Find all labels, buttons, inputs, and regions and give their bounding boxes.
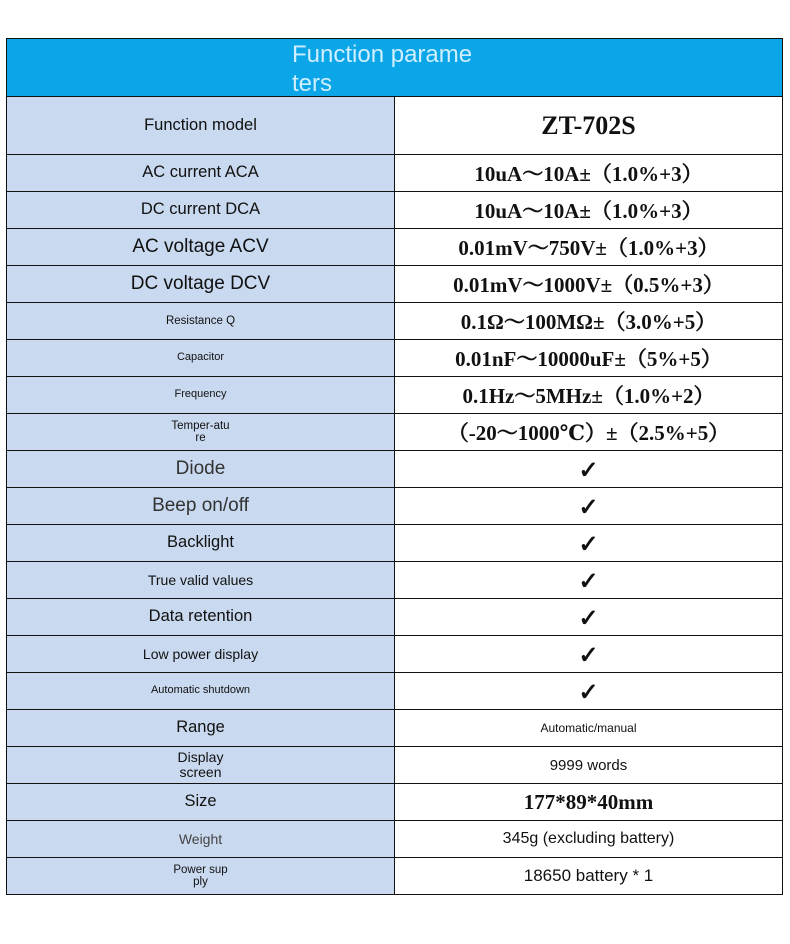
row-value: 177*89*40mm (395, 784, 783, 821)
table-row-low-power (7, 636, 783, 673)
row-value: 0.1Ω～100MΩ±（3.0%+5） (395, 303, 783, 340)
table-row-auto-shutdown (7, 673, 783, 710)
row-label: Data retention (7, 599, 395, 636)
table-row-data-retention (7, 599, 783, 636)
row-value: ZT-702S (395, 97, 783, 155)
row-value: Automatic/manual (395, 710, 783, 747)
check-icon: ✓ (395, 599, 783, 636)
row-label: Function model (7, 97, 395, 155)
row-label: AC voltage ACV (7, 229, 395, 266)
table-header (7, 39, 783, 97)
table-row-true-valid (7, 562, 783, 599)
row-value: 9999 words (395, 747, 783, 784)
row-label: Range (7, 710, 395, 747)
row-value: 0.1Hz～5MHz±（1.0%+2） (395, 377, 783, 414)
row-value: 18650 battery * 1 (395, 858, 783, 895)
row-label: DC current DCA (7, 192, 395, 229)
row-value: 0.01mV～750V±（1.0%+3） (395, 229, 783, 266)
check-icon: ✓ (395, 673, 783, 710)
row-label (7, 747, 395, 784)
row-value: 10uA～10A±（1.0%+3） (395, 192, 783, 229)
row-value: 0.01mV～1000V±（0.5%+3） (395, 266, 783, 303)
table-row-backlight (7, 525, 783, 562)
table-row-range (7, 710, 783, 747)
row-value: 0.01nF～10000uF±（5%+5） (395, 340, 783, 377)
row-label: True valid values (7, 562, 395, 599)
row-label (7, 858, 395, 895)
check-icon: ✓ (395, 525, 783, 562)
check-icon: ✓ (395, 488, 783, 525)
table-row-dc-current (7, 192, 783, 229)
row-label: Resistance Q (7, 303, 395, 340)
table-row-ac-voltage (7, 229, 783, 266)
row-value: （-20～1000℃）±（2.5%+5） (395, 414, 783, 451)
table-row-size (7, 784, 783, 821)
table-row-dc-voltage (7, 266, 783, 303)
table-row-diode (7, 451, 783, 488)
check-icon: ✓ (395, 636, 783, 673)
row-label: Weight (7, 821, 395, 858)
table-row-ac-current (7, 155, 783, 192)
row-label-text: Power supply (173, 863, 228, 888)
row-value: 10uA～10A±（1.0%+3） (395, 155, 783, 192)
table-row-beep (7, 488, 783, 525)
row-label: DC voltage DCV (7, 266, 395, 303)
spec-table (6, 38, 783, 895)
row-label: Backlight (7, 525, 395, 562)
row-label: Beep on/off (7, 488, 395, 525)
table-row-display (7, 747, 783, 784)
row-label-text: Temper-ature (171, 419, 230, 444)
row-label-text: Display screen (177, 749, 224, 780)
row-value: 345g (excluding battery) (395, 821, 783, 858)
table-row-frequency (7, 377, 783, 414)
table-row-power (7, 858, 783, 895)
check-icon: ✓ (395, 451, 783, 488)
row-label: Capacitor (7, 340, 395, 377)
check-icon: ✓ (395, 562, 783, 599)
row-label: Diode (7, 451, 395, 488)
table-row-function-model (7, 97, 783, 155)
table-row-weight (7, 821, 783, 858)
table-row-resistance (7, 303, 783, 340)
row-label: Automatic shutdown (7, 673, 395, 710)
row-label: AC current ACA (7, 155, 395, 192)
row-label: Low power display (7, 636, 395, 673)
table-row-capacitor (7, 340, 783, 377)
table-header-row (7, 39, 783, 97)
row-label: Size (7, 784, 395, 821)
table-row-temperature (7, 414, 783, 451)
row-label (7, 414, 395, 451)
header-title: Function parameters (292, 41, 473, 97)
row-label: Frequency (7, 377, 395, 414)
